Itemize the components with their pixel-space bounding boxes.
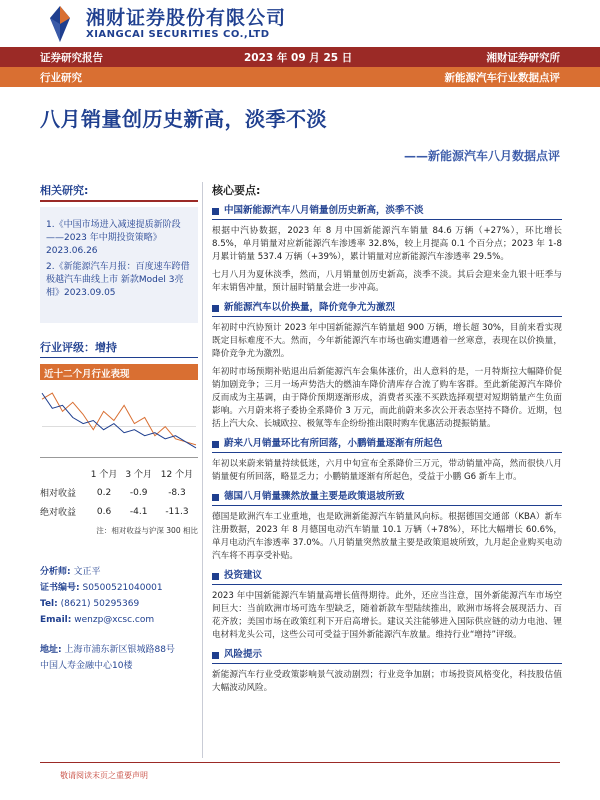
point-paragraph: 2023 年中国新能源汽车销量高增长值得期待。此外，还应当注意，国外新能源汽车市场空间巨大：当前欧洲市场可选车型缺乏，随着新款车型陆续推出，欧洲市场将会展现活力、百花齐放；美国市场在政策红利下开启高增长。建议关注能够进入国际供应链的动力电池、锂电材料龙头公司，这些公司可受益于国外新能源汽车放量。维持行业“增持”评级。 [212,591,562,640]
table-cell: -4.1 [129,506,148,517]
point-heading: 风险提示 [212,648,562,662]
company-name-en: XIANGCAI SECURITIES CO.,LTD [86,29,270,40]
chart-series-line-0 [42,393,196,445]
table-row [40,483,198,502]
point-paragraph: 新能源汽车行业受政策影响景气波动剧烈；行业竞争加剧；市场投资风格变化，科技股估值大幅波动风险。 [212,670,562,693]
company-name-cn: 湘财证券股份有限公司 [86,7,287,29]
divider [40,357,198,358]
table-header-cell: 12 个月 [160,470,194,480]
bullet-square-icon [212,494,219,501]
column-divider [202,182,203,758]
point-paragraph: 根据中汽协数据，2023 年 8 月中国新能源汽车销量 84.6 万辆（+27%），环比增长 8.5%，单月销量对应新能源汽车渗透率 32.8%，较上月提高 0.1 个百分点；2023 年 1-8 月累计销量 537.4 万辆（+39%），累计销量对应新能源汽车渗透率 29.5%。 [212,226,562,262]
email-link[interactable]: wenzp@xcsc.com [74,615,155,625]
table-cell: -11.3 [165,506,189,517]
bullet-square-icon [212,652,219,659]
table-header-cell: 3 个月 [125,470,152,480]
company-logo [40,4,286,44]
footer-divider [40,762,560,763]
point-heading: 投资建议 [212,569,562,583]
row-label: 相对收益 [40,489,77,499]
core-points [212,182,562,695]
footer-disclaimer[interactable]: 敬请阅读末页之重要声明 [60,771,148,780]
header-band-bottom [0,67,600,87]
email-label: Email: [40,615,72,625]
point-paragraph: 德国是欧洲汽车工业重地，也是欧洲新能源汽车销量风向标。根据德国交通部（KBA）新车注册数据，2023 年 8 月德国电动汽车销量 10.1 万辆（+78%），环比大幅增长 60.6%，单月电动汽车渗透率 37.0%。八月销量突然放量主要是政策退坡所致，九月起企业购买电动汽车将不再享受补贴。 [212,512,562,561]
report-series: 新能源汽车行业数据点评 [444,72,560,84]
row-label: 绝对收益 [40,508,77,518]
tel-label: Tel: [40,599,58,609]
point-paragraph: 年初时市场预期补贴退出后新能源汽车会集体涨价，出人意料的是，一月特斯拉大幅降价促销加剧竞争；三月一场声势浩大的燃油车降价清库存合流了购车客群。至此新能源汽车降价反而成为主基调，由于降价预期逐渐形成，消费者买涨不买跌选择观望对短期销量产生负面影响。六月蔚来将子委协全系降价 3 万元，而此前蔚来多次公开表态坚持不降价。近期，包括上汽大众、长城欧拉、极氪等车企纷纷推出限时购车优惠活动提振销量。 [212,367,562,429]
related-research-item[interactable]: 1.《中国市场进入减速提质新阶段——2023 年中期投资策略》2023.06.26 [46,220,181,256]
divider [40,200,198,202]
related-research-item[interactable]: 2.《新能源汽车月报：百度速车跨借极越汽车曲线上市 新款Model 3亮相》2023.09.05 [46,262,190,298]
bullet-square-icon [212,208,219,215]
cert-label: 证书编号: [40,583,80,593]
table-cell: 0.2 [96,487,112,498]
performance-chart [40,380,198,458]
left-sidebar [40,182,198,674]
bullet-square-icon [212,441,219,448]
table-cell: -8.3 [168,487,186,498]
point-heading: 新能源汽车以价换量，降价竞争尤为激烈 [212,301,562,315]
point-heading: 德国八月销量骤然放量主要是政策退坡所致 [212,490,562,504]
table-header-cell: 1 个月 [90,470,118,480]
address-label: 地址: [40,645,62,655]
point-heading: 蔚来八月销量环比有所回落，小鹏销量逐渐有所起色 [212,437,562,451]
header-band-top [0,47,600,67]
analyst-name-label: 分析师: [40,567,71,577]
point-heading: 中国新能源汽车八月销量创历史新高，淡季不淡 [212,204,562,218]
analyst-name: 文正平 [73,567,101,577]
bullet-square-icon [212,573,219,580]
divider [212,316,562,317]
report-date: 2023 年 09 月 25 日 [244,52,353,64]
related-research-list [40,207,198,323]
divider [212,663,562,664]
related-research-label: 相关研究: [40,184,89,197]
performance-note: 注：相对收益与沪深 300 相比 [96,526,198,535]
analyst-info [40,564,198,628]
divider [212,584,562,585]
core-points-label: 核心要点: [212,184,261,197]
address-info [40,642,198,674]
report-type: 证券研究报告 [40,52,103,64]
report-category: 行业研究 [40,72,82,84]
company-logo-icon [40,4,80,44]
table-cell: -0.9 [129,487,148,498]
divider [212,452,562,453]
performance-chart-svg [40,380,198,458]
performance-table [40,464,198,521]
industry-rating: 行业评级：增持 [40,341,117,354]
point-paragraph: 年初时中汽协预计 2023 年中国新能源汽车销量超 900 万辆，增长超 30%，目前来看实现既定目标难度不大。然而，今年新能源汽车市场也确实遭遇着一丝寒意，表现在以价换量，降价竞争尤为激烈。 [212,323,562,359]
address-line-1: 上海市浦东新区银城路88号 [64,645,175,655]
divider [212,505,562,506]
cert-number: S0500521040001 [82,583,163,593]
address-line-2: 中国人寿金融中心10楼 [40,661,133,671]
institute-name: 湘财证券研究所 [486,52,560,64]
point-paragraph: 年初以来蔚来销量持续低迷，六月中旬宣布全系降价三万元，带动销量冲高，然而很快八月销量便有所回落，略显乏力；小鹏销量逐渐有所起色，受益于小鹏 G6 新车上市。 [212,459,562,482]
report-subtitle: ——新能源汽车八月数据点评 [403,149,560,163]
chart-series-line-1 [42,393,196,448]
report-title: 八月销量创历史新高，淡季不淡 [40,107,327,131]
table-header-row [40,464,198,483]
bullet-square-icon [212,305,219,312]
table-row [40,502,198,521]
divider [212,219,562,220]
table-header-cell [40,464,87,483]
tel-number: (8621) 50295369 [60,599,140,609]
performance-title: 近十二个月行业表现 [40,364,198,380]
table-cell: 0.6 [96,506,112,517]
point-paragraph: 七月八月为夏休淡季，然而，八月销量创历史新高，淡季不淡。其后会迎来金九银十旺季与年末销售冲量，预计届时销量会进一步冲高。 [212,270,562,293]
